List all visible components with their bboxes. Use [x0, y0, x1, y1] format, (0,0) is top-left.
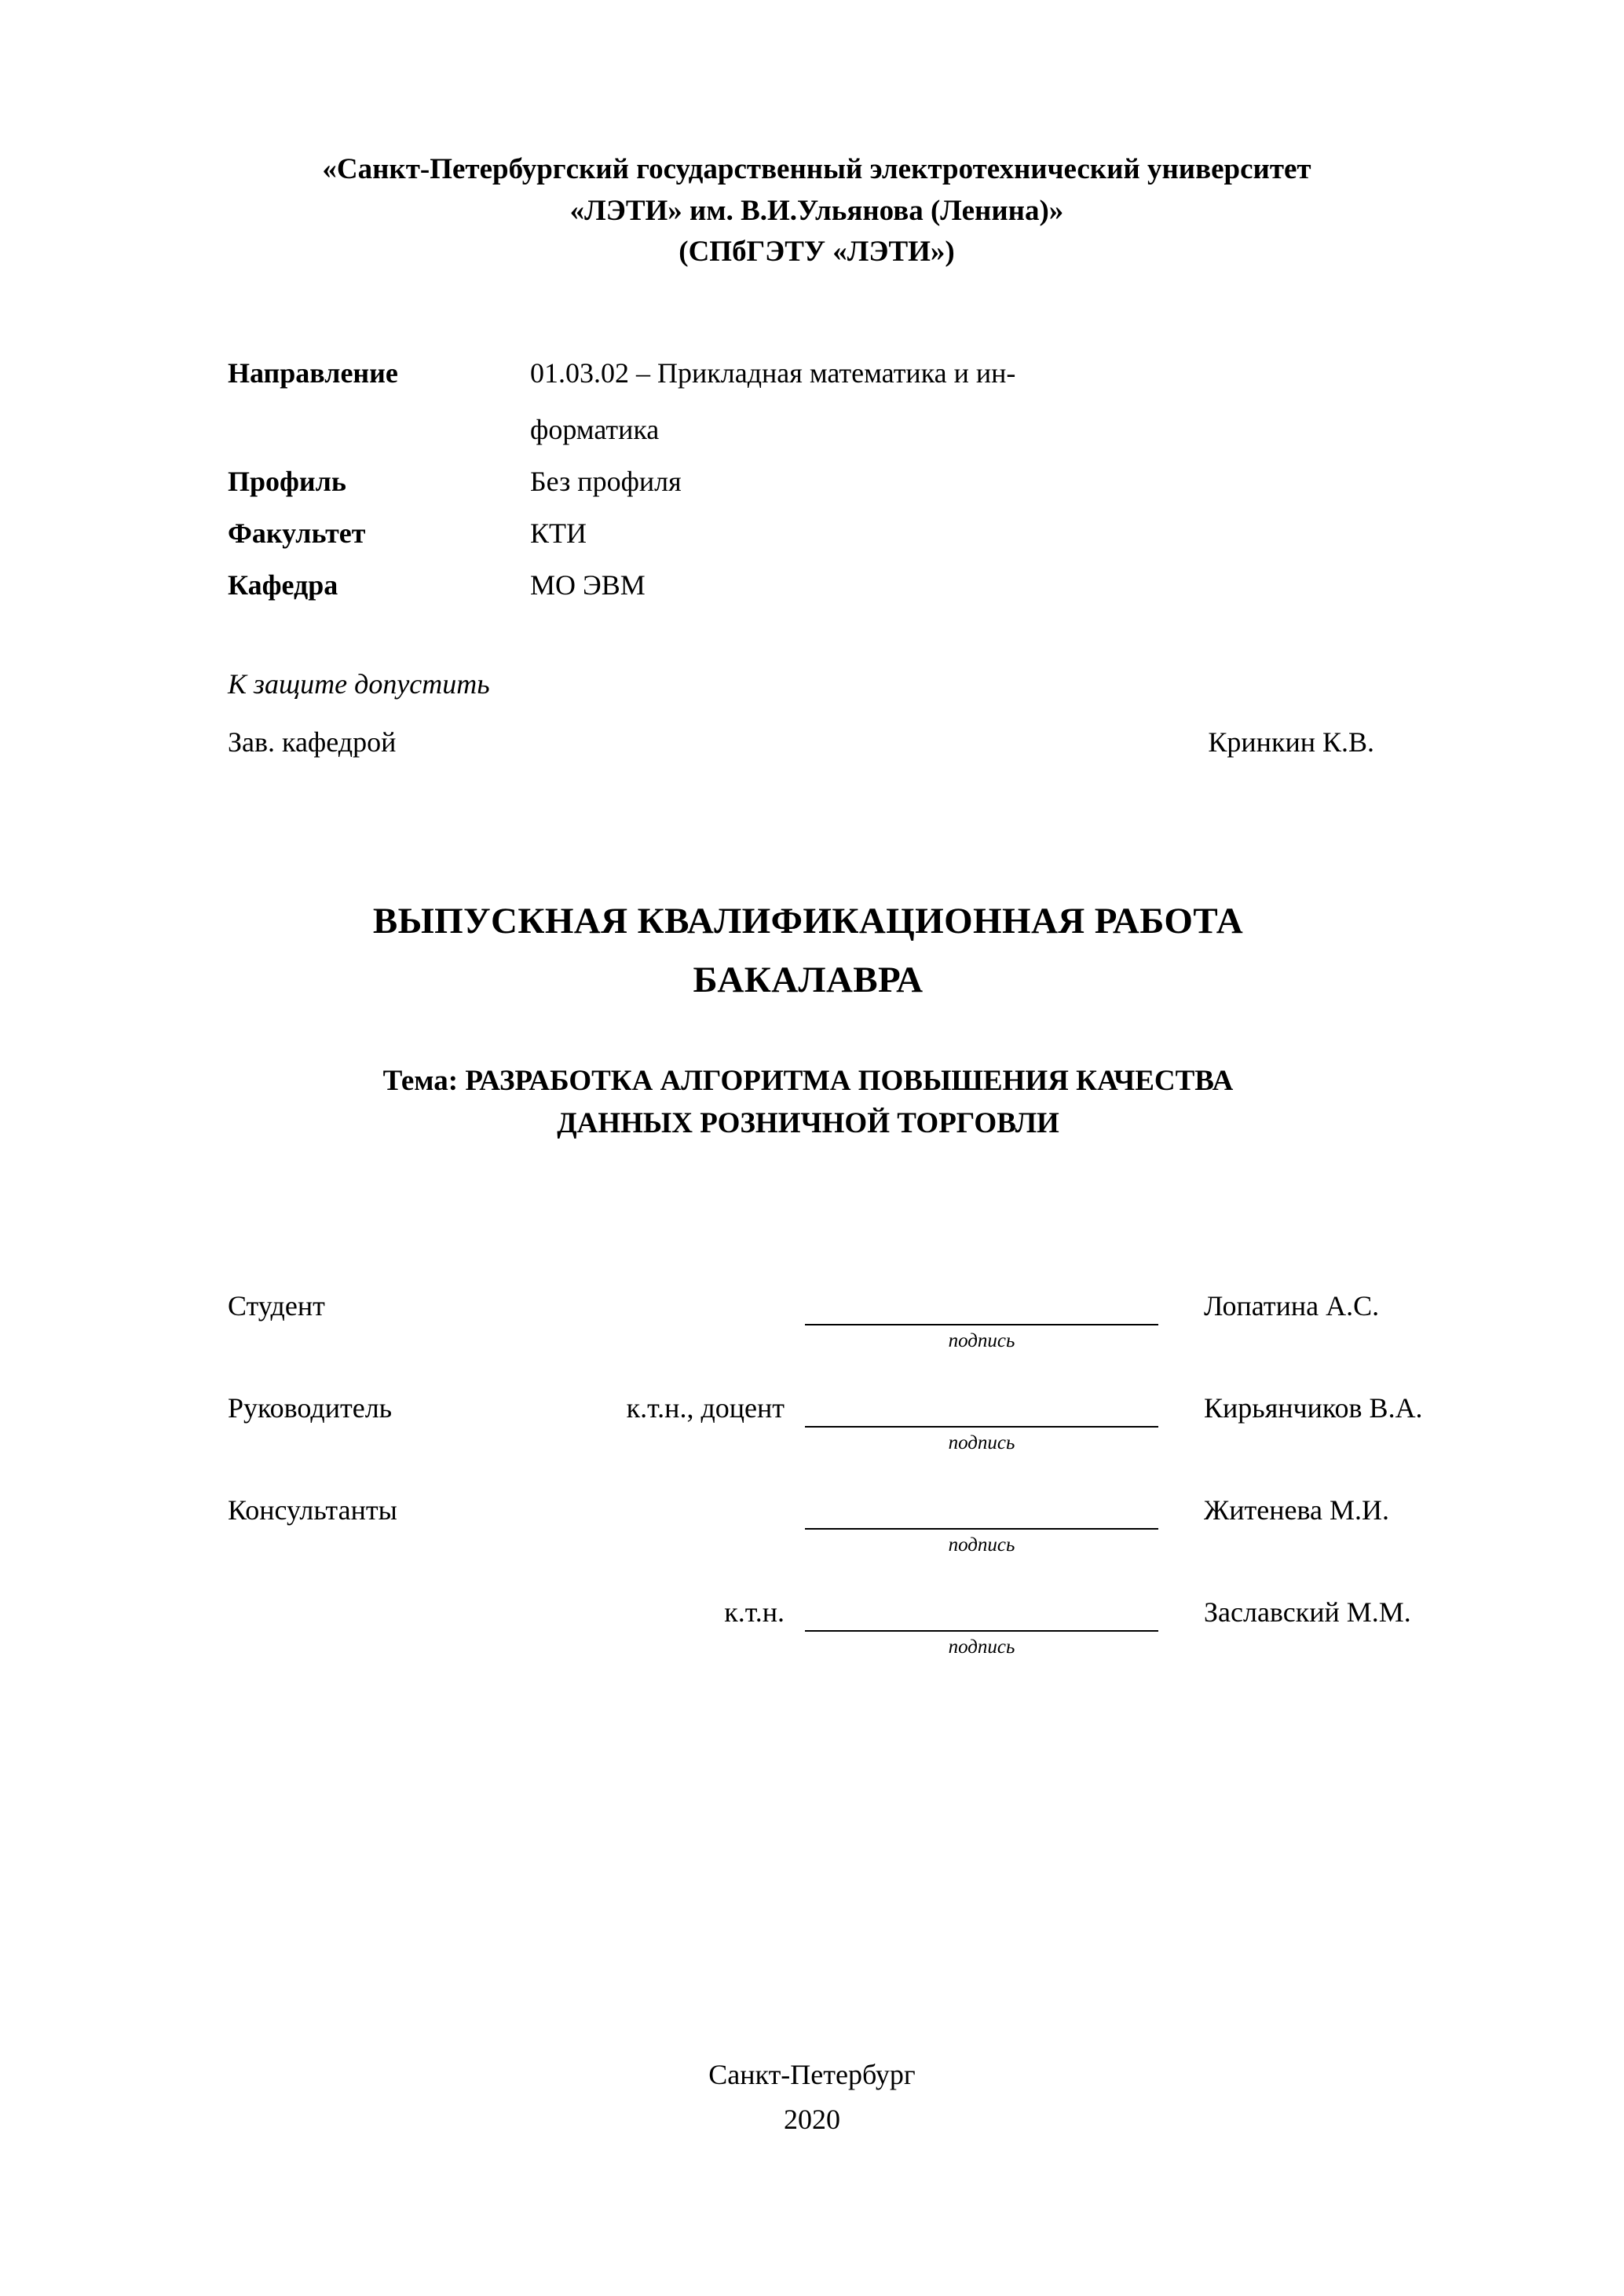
university-header-line-1: «Санкт-Петербургский государственный электротехнический университет	[322, 153, 1311, 185]
signature-name-consultant-2: Заславский М.М.	[1204, 1596, 1411, 1629]
signature-block	[228, 1289, 1423, 1668]
work-theme	[274, 1060, 1342, 1144]
signature-role-consultants: Консультанты	[228, 1494, 397, 1526]
signature-line[interactable]	[805, 1391, 1158, 1428]
work-type-title	[228, 892, 1388, 1010]
signature-line[interactable]	[805, 1289, 1158, 1325]
work-theme-line-1: Тема: РАЗРАБОТКА АЛГОРИТМА ПОВЫШЕНИЯ КАЧЕСТВА	[382, 1064, 1234, 1097]
signature-caption: подпись	[948, 1330, 1015, 1352]
info-value-faculty: КТИ	[530, 517, 587, 549]
work-type-line-2: БАКАЛАВРА	[693, 959, 924, 1000]
signature-line[interactable]	[805, 1493, 1158, 1530]
footer-place	[0, 2053, 1624, 2143]
work-theme-line-2: ДАННЫХ РОЗНИЧНОЙ ТОРГОВЛИ	[557, 1106, 1059, 1139]
info-value-direction-line-2: форматика	[530, 413, 660, 445]
info-row-faculty	[228, 512, 1388, 554]
signature-field-consultant-2[interactable]	[805, 1596, 1158, 1658]
info-row-profile	[228, 460, 1388, 503]
approval-note: К защите допустить	[228, 667, 490, 700]
info-value-direction	[530, 352, 1111, 451]
signature-field-supervisor[interactable]	[805, 1391, 1158, 1454]
signature-caption: подпись	[948, 1432, 1015, 1454]
university-header	[228, 149, 1406, 273]
info-label-profile: Профиль	[228, 465, 346, 497]
signature-name-supervisor: Кирьянчиков В.А.	[1204, 1392, 1423, 1424]
approval-row	[228, 726, 1388, 759]
university-header-line-3: (СПбГЭТУ «ЛЭТИ»)	[678, 236, 955, 269]
info-value-profile: Без профиля	[530, 465, 682, 497]
signature-name-student: Лопатина А.С.	[1204, 1290, 1380, 1322]
signature-line[interactable]	[805, 1596, 1158, 1632]
info-value-department: МО ЭВМ	[530, 569, 646, 601]
signature-row-consultant-1	[228, 1493, 1388, 1566]
info-label-department: Кафедра	[228, 569, 338, 601]
signature-degree-supervisor: к.т.н., доцент	[626, 1392, 785, 1424]
signature-degree-consultant-2: к.т.н.	[724, 1596, 785, 1629]
university-header-line-2: «ЛЭТИ» им. В.И.Ульянова (Ленина)»	[569, 194, 1064, 227]
signature-caption: подпись	[948, 1534, 1015, 1556]
signature-row-supervisor	[228, 1391, 1423, 1464]
approval-role: Зав. кафедрой	[228, 726, 397, 758]
signature-field-consultant-1[interactable]	[805, 1493, 1158, 1556]
footer-city: Санкт-Петербург	[708, 2058, 916, 2090]
approval-name: Кринкин К.В.	[1208, 726, 1374, 758]
info-label-direction: Направление	[228, 356, 398, 389]
signature-name-consultant-1: Житенева М.И.	[1204, 1494, 1389, 1526]
signature-caption: подпись	[948, 1636, 1015, 1658]
info-row-department	[228, 564, 1388, 606]
info-row-direction	[228, 352, 1388, 451]
signature-field-student[interactable]	[805, 1289, 1158, 1352]
signature-role-student: Студент	[228, 1290, 325, 1322]
footer-year: 2020	[784, 2104, 840, 2136]
signature-row-student	[228, 1289, 1388, 1362]
signature-row-consultant-2	[228, 1596, 1411, 1668]
info-label-faculty: Факультет	[228, 517, 366, 549]
info-value-direction-line-1: 01.03.02 – Прикладная математика и ин-	[530, 356, 1016, 389]
work-type-line-1: ВЫПУСКНАЯ КВАЛИФИКАЦИОННАЯ РАБОТА	[372, 900, 1244, 941]
approval-block	[228, 667, 1388, 759]
program-info-block	[228, 352, 1388, 606]
signature-role-supervisor: Руководитель	[228, 1392, 393, 1424]
